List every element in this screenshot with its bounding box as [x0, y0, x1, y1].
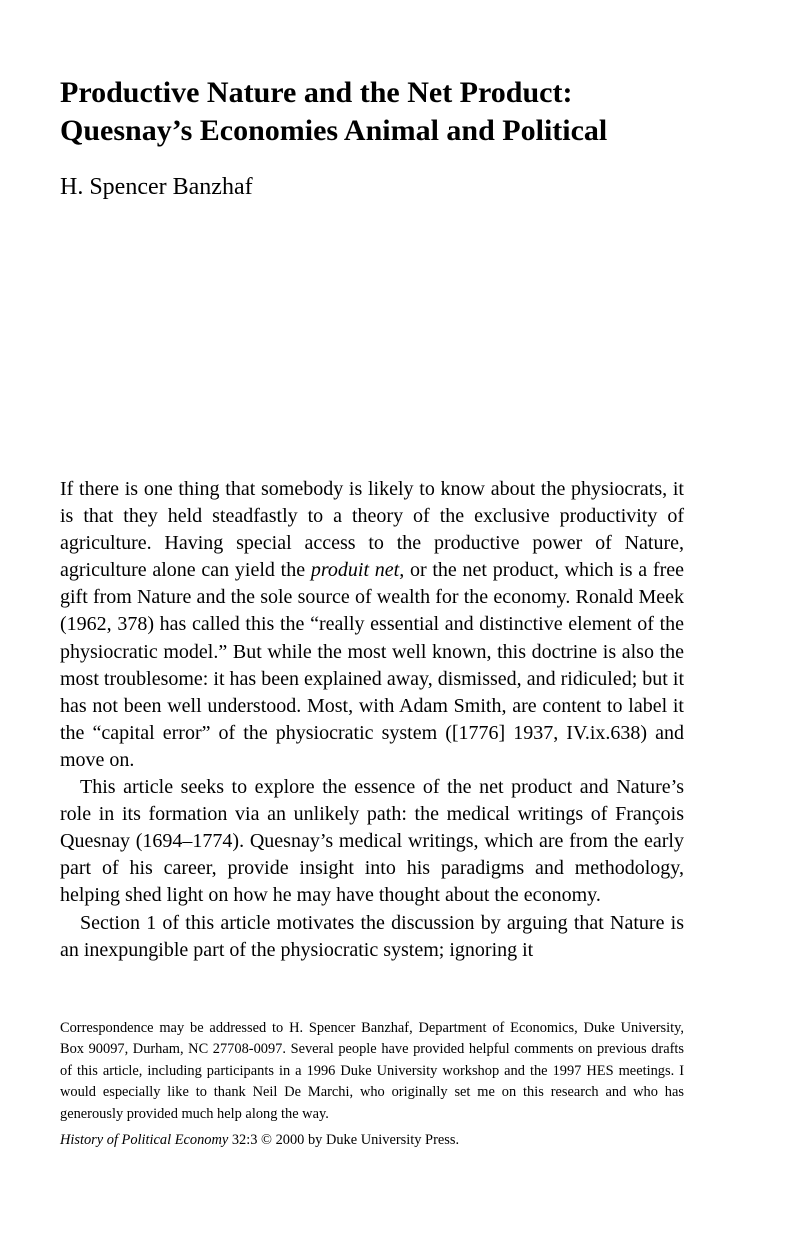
article-body	[60, 476, 684, 964]
article-title-line-1: Productive Nature and the Net Product:	[60, 76, 573, 109]
paragraph-2: This article seeks to explore the essence of the net product and Nature’s role in its formation via an unlikely path: the medical writings of François Quesnay (1694–1774). Quesnay’s medical writings, which are from the early part of his career, provide insight into his paradigms and methodology, helping shed light on how he may have thought about the economy.	[60, 776, 684, 907]
author-name: H. Spencer Banzhaf	[60, 174, 253, 200]
journal-citation	[60, 1130, 459, 1150]
paragraph-1-italic-term: produit net,	[310, 559, 405, 582]
article-title-line-2: Quesnay’s Economies Animal and Political	[60, 114, 608, 147]
paragraph-1-text-b: or the net product, which is a free gift from Nature and the sole source of wealth for the economy. Ronald Meek (1962, 378) has called this the “really essential and distinctive element of the physiocratic model.” But while the most well known, this doctrine is also the most troublesome: it has been explained away, dismissed, and ridiculed; but it has not been well understood. Most, with Adam Smith, are content to label it the “capital error” of the physiocratic system ([1776] 1937, IV.ix.638) and move on.	[60, 559, 684, 771]
correspondence-footnote: Correspondence may be addressed to H. Spencer Banzhaf, Department of Economics, Duke University, Box 90097, Durham, NC 27708-0097. Several people have provided helpful comments on previous drafts of this article, including participants in a 1996 Duke University workshop and the 1997 HES meetings. I would especially like to thank Neil De Marchi, who originally set me on this research and who has generously provided much help along the way.	[60, 1020, 684, 1122]
journal-name: History of Political Economy	[60, 1132, 229, 1148]
citation-details: 32:3 © 2000 by Duke University Press.	[228, 1132, 460, 1148]
paragraph-1	[60, 476, 684, 774]
paragraph-1-text-a: If there is one thing that somebody is likely to know about the physiocrats, it is that they held steadfastly to a theory of the exclusive productivity of agriculture. Having special access to the productive power of Nature, agriculture alone can yield the	[60, 478, 684, 582]
article-title	[60, 74, 760, 150]
paragraph-3: Section 1 of this article motivates the discussion by arguing that Nature is an inexpungible part of the physiocratic system; ignoring it	[60, 911, 684, 961]
